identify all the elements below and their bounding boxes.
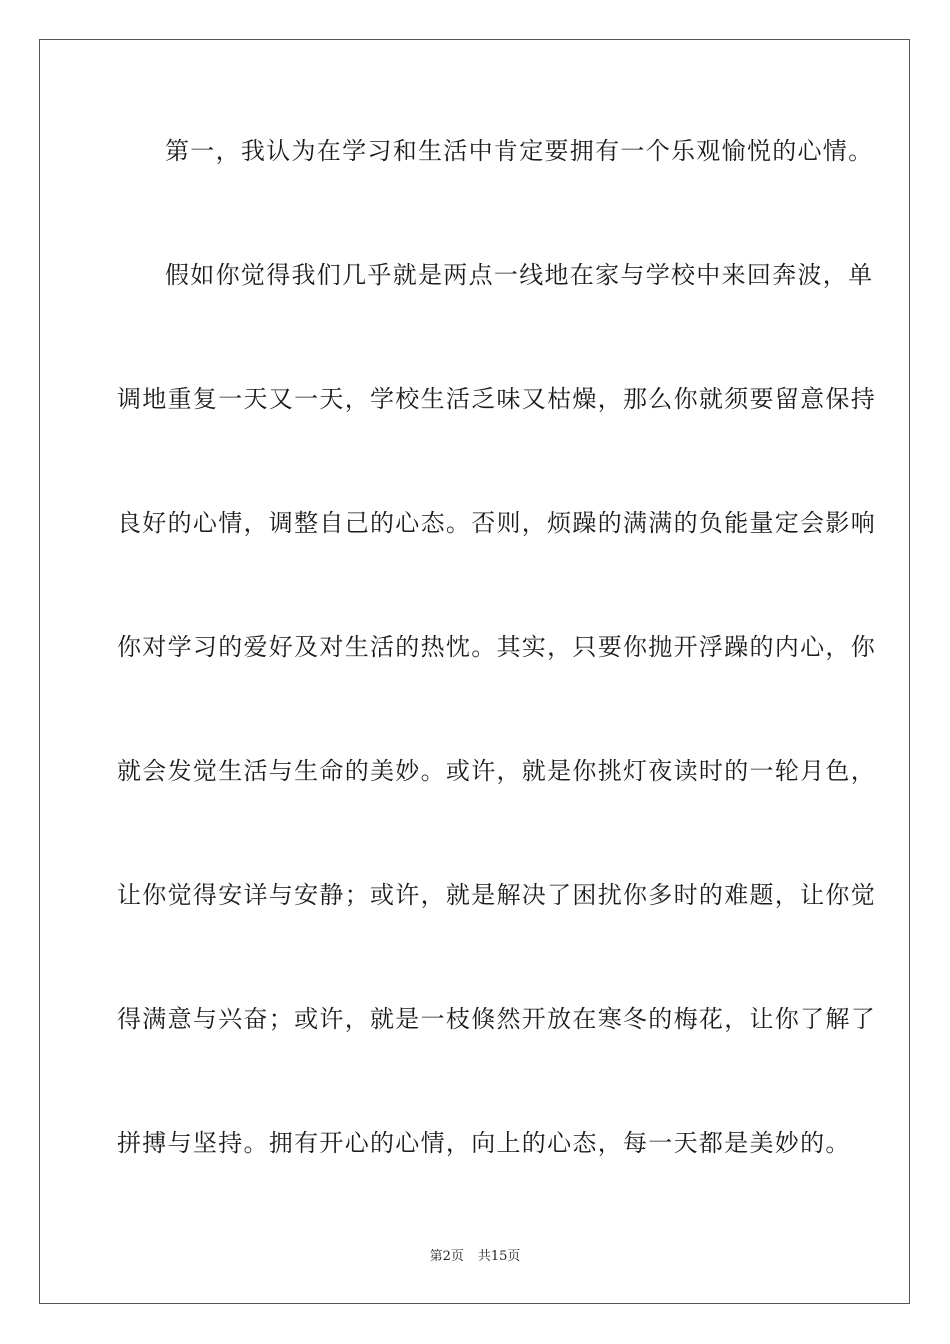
paragraph-line: 拼搏与坚持。拥有开心的心情，向上的心态，每一天都是美妙的。 [117,1129,851,1157]
paragraph-line: 就会发觉生活与生命的美妙。或许，就是你挑灯夜读时的一轮月色， [117,757,876,785]
paragraph-line: 第一，我认为在学习和生活中肯定要拥有一个乐观愉悦的心情。 [165,137,874,165]
page-footer [0,1248,950,1266]
page-number: 第2页 [429,1249,464,1264]
paragraph-line: 得满意与兴奋；或许，就是一枝倏然开放在寒冬的梅花，让你了解了 [117,1005,876,1033]
paragraph-line: 让你觉得安详与安静；或许，就是解决了困扰你多时的难题，让你觉 [117,881,876,909]
paragraph-line: 你对学习的爱好及对生活的热忱。其实，只要你抛开浮躁的内心，你 [117,633,876,661]
paragraph-line: 良好的心情，调整自己的心态。否则，烦躁的满满的负能量定会影响 [117,509,876,537]
total-pages: 共15页 [477,1249,521,1264]
paragraph-line: 调地重复一天又一天，学校生活乏味又枯燥，那么你就须要留意保持 [117,385,876,413]
paragraph-line: 假如你觉得我们几乎就是两点一线地在家与学校中来回奔波，单 [165,261,874,289]
page-border [39,39,910,1304]
